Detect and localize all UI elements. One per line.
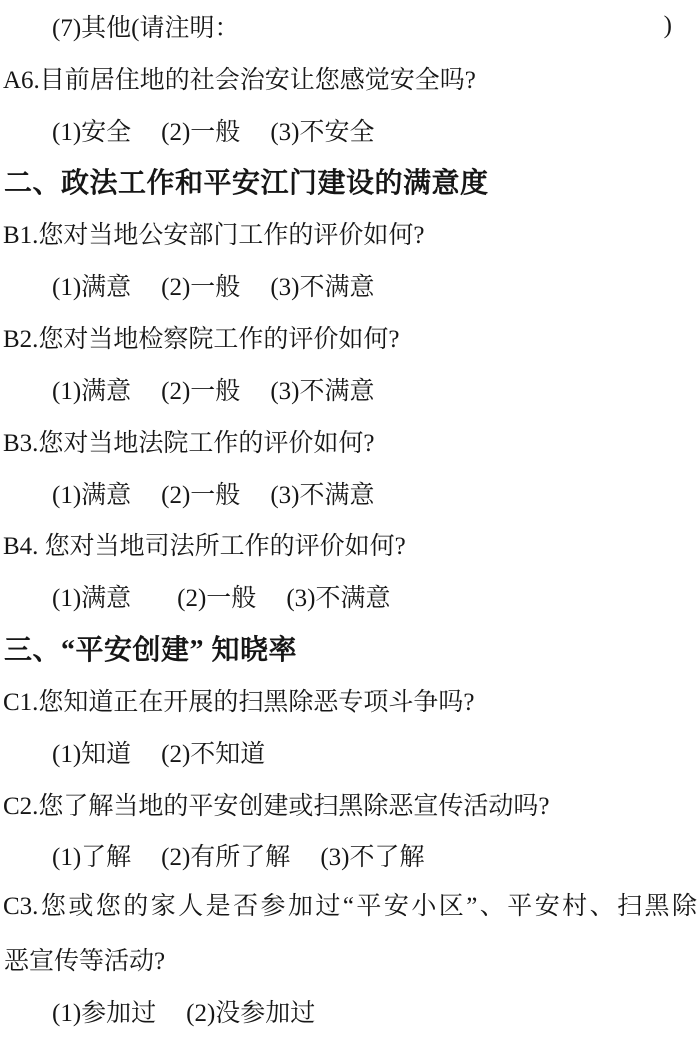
options-c3	[0, 985, 700, 1037]
options-a6	[0, 104, 700, 156]
option-other-text: (7)其他(请注明：	[52, 14, 240, 42]
option-b2-2: (2)一般	[161, 377, 241, 405]
option-b2-3: (3)不满意	[270, 377, 375, 405]
option-b4-1: (1)满意	[52, 585, 132, 613]
options-b3	[0, 467, 700, 519]
option-c1-2: (2)不知道	[161, 740, 266, 768]
option-b3-3: (3)不满意	[270, 481, 375, 509]
question-c2: C2.您了解当地的平安创建或扫黑除恶宣传活动吗?	[3, 792, 550, 820]
option-other-line	[0, 0, 700, 52]
option-b4-2: (2)一般	[177, 585, 257, 613]
option-c2-3: (3)不了解	[320, 844, 425, 872]
option-b3-1: (1)满意	[52, 481, 132, 509]
question-b4: B4. 您对当地司法所工作的评价如何?	[3, 533, 406, 561]
options-c2	[0, 830, 700, 882]
question-b3: B3.您对当地法院工作的评价如何?	[3, 429, 375, 457]
options-c1	[0, 726, 700, 778]
option-a6-2: (2)一般	[161, 118, 241, 146]
option-c2-1: (1)了解	[52, 844, 132, 872]
options-b2	[0, 363, 700, 415]
option-a6-3: (3)不安全	[270, 118, 375, 146]
option-b3-2: (2)一般	[161, 481, 241, 509]
question-c1: C1.您知道正在开展的扫黑除恶专项斗争吗?	[3, 688, 475, 716]
closing-paren: )	[663, 11, 672, 39]
options-b4	[0, 570, 700, 622]
options-b1	[0, 259, 700, 311]
option-c1-1: (1)知道	[52, 740, 132, 768]
option-b1-2: (2)一般	[161, 274, 241, 302]
option-b4-3: (3)不满意	[286, 585, 391, 613]
option-a6-1: (1)安全	[52, 118, 132, 146]
question-c3-line1: C3.您或您的家人是否参加过“平安小区”、平安村、扫黑除	[3, 893, 697, 921]
question-b1: B1.您对当地公安部门工作的评价如何?	[3, 222, 425, 250]
question-b2: B2.您对当地检察院工作的评价如何?	[3, 325, 400, 353]
option-b1-1: (1)满意	[52, 274, 132, 302]
option-b2-1: (1)满意	[52, 377, 132, 405]
section-heading-3: 三、“平安创建” 知晓率	[4, 635, 298, 667]
option-c3-2: (2)没参加过	[186, 999, 316, 1027]
option-c2-2: (2)有所了解	[161, 844, 291, 872]
question-a6: A6.目前居住地的社会治安让您感觉安全吗?	[3, 66, 476, 94]
option-c3-1: (1)参加过	[52, 999, 157, 1027]
option-b1-3: (3)不满意	[270, 274, 375, 302]
section-heading-2: 二、政法工作和平安江门建设的满意度	[4, 168, 489, 200]
question-c3-line2: 恶宣传等活动?	[4, 948, 166, 976]
